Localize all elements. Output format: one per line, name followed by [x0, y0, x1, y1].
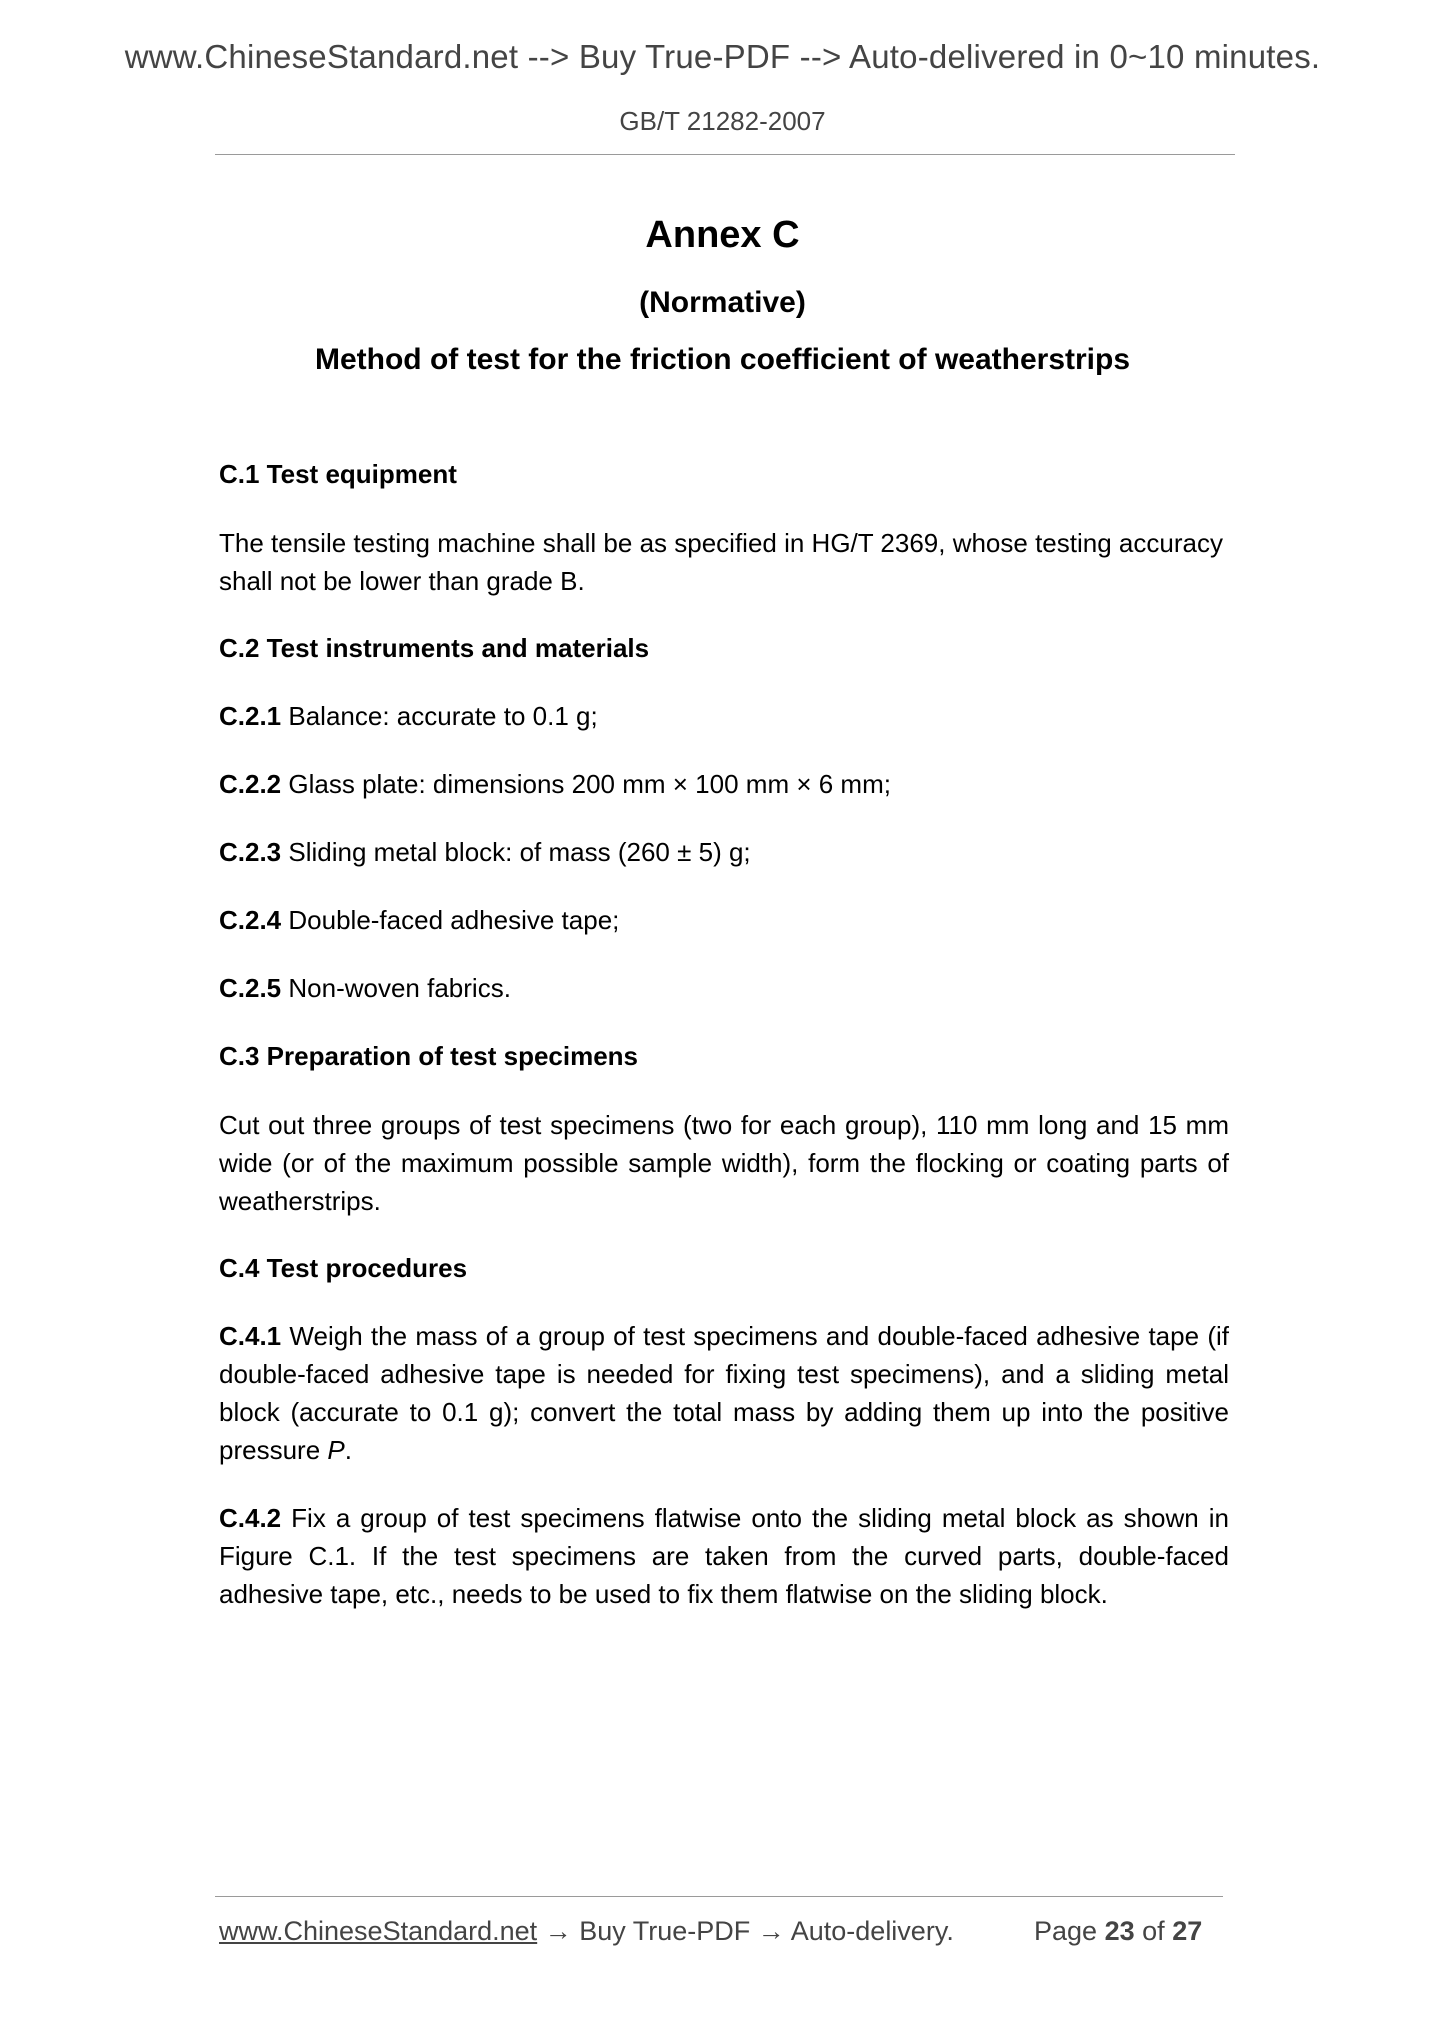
item-text: Glass plate: dimensions 200 mm × 100 mm × 6 mm;: [281, 769, 891, 799]
page-current: 23: [1104, 1916, 1135, 1946]
section-c3-text: Cut out three groups of test specimens (two for each group), 110 mm long and 15 mm wide (or of the maximum possible sample width), form the flocking or coating parts of weatherstrips.: [219, 1110, 1229, 1216]
list-item: [219, 765, 1229, 803]
footer-tagline: → Buy True-PDF → Auto-delivery.: [537, 1916, 954, 1946]
list-item: [219, 969, 1229, 1007]
annex-type: (Normative): [639, 286, 806, 319]
variable-p: P: [327, 1435, 345, 1465]
section-c1-text: The tensile testing machine shall be as specified in HG/T 2369, whose testing accuracy shall not be lower than grade B.: [219, 528, 1223, 596]
item-number: C.4.1: [219, 1321, 282, 1351]
paragraph-c4-2: [219, 1499, 1229, 1613]
page-label: Page: [1034, 1916, 1098, 1946]
item-number: C.4.2: [219, 1503, 282, 1533]
page-indicator: [1034, 1916, 1202, 1947]
page-total: 27: [1172, 1916, 1203, 1946]
header-banner: www.ChineseStandard.net --> Buy True-PDF --> Auto-delivered in 0~10 minutes.: [124, 38, 1321, 75]
list-item: [219, 697, 1229, 735]
standard-code: GB/T 21282-2007: [619, 106, 826, 136]
item-text: Balance: accurate to 0.1 g;: [281, 701, 598, 731]
section-c1-heading: C.1 Test equipment: [219, 459, 457, 489]
item-number: C.2.3: [219, 837, 282, 867]
section-c2-heading: C.2 Test instruments and materials: [219, 633, 650, 663]
footer-divider: [215, 1896, 1223, 1897]
item-number: C.2.1: [219, 701, 282, 731]
list-item: [219, 901, 1229, 939]
item-text: Sliding metal block: of mass (260 ± 5) g;: [281, 837, 751, 867]
paragraph-end: .: [344, 1435, 352, 1465]
item-number: C.2.5: [219, 973, 282, 1003]
paragraph-c4-1: [219, 1317, 1229, 1469]
item-number: C.2.4: [219, 905, 282, 935]
footer-promo: [219, 1916, 954, 1947]
item-text: Non-woven fabrics.: [281, 973, 511, 1003]
item-number: C.2.2: [219, 769, 282, 799]
list-item: [219, 833, 1229, 871]
annex-subtitle: Method of test for the friction coefficient of weatherstrips: [314, 343, 1131, 376]
header-divider: [215, 154, 1235, 155]
page-of: of: [1142, 1916, 1165, 1946]
footer-site-link[interactable]: www.ChineseStandard.net: [219, 1916, 538, 1946]
section-c3-heading: C.3 Preparation of test specimens: [219, 1041, 639, 1071]
section-c4-heading: C.4 Test procedures: [219, 1253, 468, 1283]
paragraph-text: Fix a group of test specimens flatwise onto the sliding metal block as shown in Figure C.1. If the test specimens are taken from the curved parts, double-faced adhesive tape, etc., needs to be used to fix them flatwise on the sliding block.: [219, 1503, 1229, 1609]
annex-title: Annex C: [645, 214, 800, 256]
paragraph-text: Weigh the mass of a group of test specimens and double-faced adhesive tape (if double-faced adhesive tape is needed for fixing test specimens), and a sliding metal block (accurate to 0.1 g); convert the total mass by adding them up into the positive pressure: [219, 1321, 1229, 1465]
item-text: Double-faced adhesive tape;: [281, 905, 620, 935]
